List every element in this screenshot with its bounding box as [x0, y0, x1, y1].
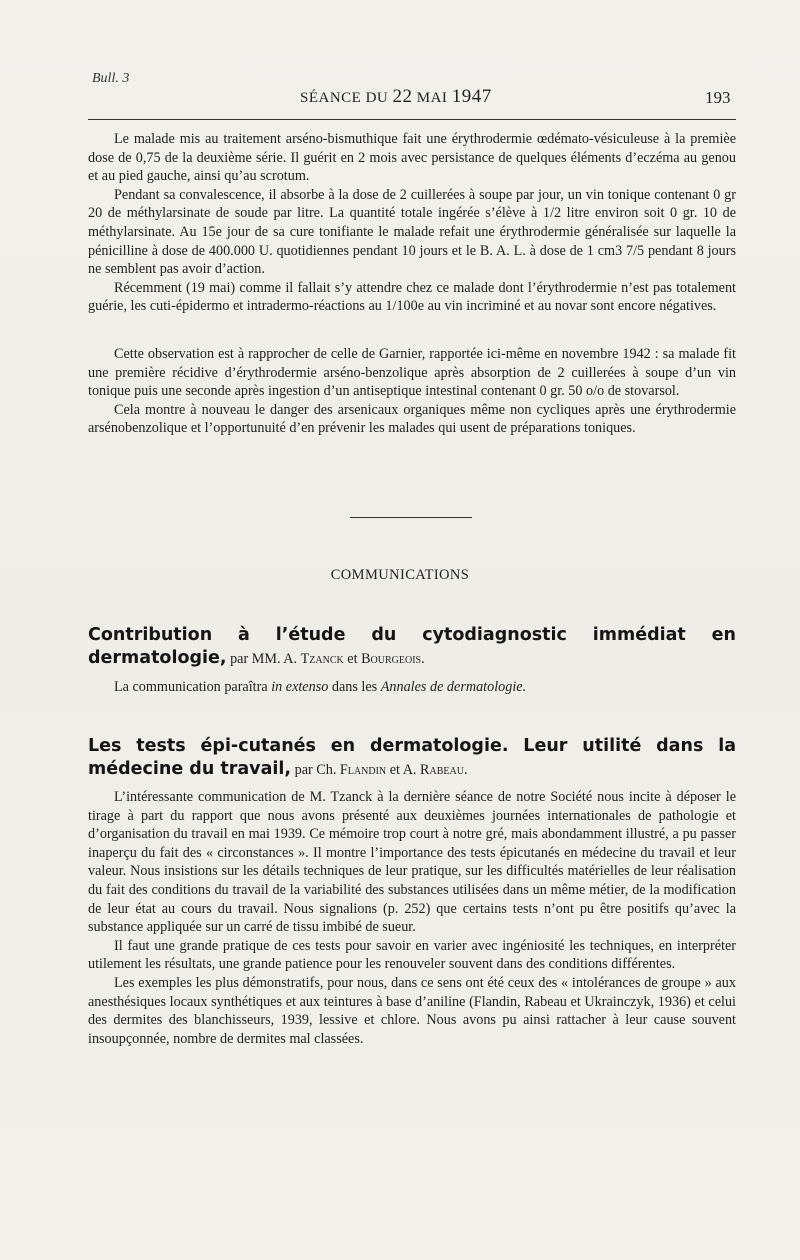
paragraph: Cette observation est à rapprocher de celle de Garnier, rapportée ici-même en novembre 1942 : sa malade fit une première récidive d’érythrodermie arséno-benzolique après absorption de 2 cuillerées à soupe d’un vin tonique puis une seconde après ingestion d’un antiseptique intestinal contenant 0 gr. 50 o/o de stovarsol.: [88, 346, 736, 400]
article-author: Bourgeois.: [361, 651, 425, 667]
paragraph: Le malade mis au traitement arséno-bismuthique fait une érythrodermie œdémato-vésiculeuse à la premièe dose de 0,75 de la deuxième série. Il guérit en 2 mois avec persistance de quelques éléments d’eczéma au genou et au pied gauche, ainsi qu’au scrotum.: [88, 131, 736, 185]
paragraph: L’intéressante communication de M. Tzanck à la dernière séance de notre Société nous incite à déposer le tirage à part du rapport que nous avons présenté aux deuxièmes journées internationales de pathologie et d’organisation du travail en mai 1939. Ce mémoire trop court à notre gré, mais abondamment illustré, a pu passer inaperçu du fait des « circonstances ». Il montre l’importance des tests épicutanés en médecine du travail et leur valeur. Nous insistions sur les détails techniques de leur pratique, sur les difficultés matérielles de leur réalisation du fait des conditions du travail de la variabilité des substances utilisées dans un même métier, de la modification de leur état au cours du travail. Nous signalions (p. 252) que certains tests n’ont pu être positifs qu’avec la substance appliquée sur un carré de tissu imbibé de sueur.: [88, 789, 736, 936]
seance-year: 1947: [451, 86, 492, 107]
article-heading-cytodiagnostic: [88, 624, 736, 670]
seance-prefix: SÉANCE DU: [300, 90, 389, 106]
publication-note: [88, 678, 736, 697]
bulletin-marginal-note: Bull. 3: [92, 71, 130, 86]
note-italic: in extenso: [271, 679, 329, 695]
running-head: [300, 86, 492, 108]
case-report-continued: [88, 130, 736, 316]
seance-day: 22: [392, 86, 413, 107]
section-title: COMMUNICATIONS: [330, 567, 470, 583]
paragraph: Pendant sa convalescence, il absorbe à la dose de 2 cuillerées à soupe par jour, un vin tonique contenant 0 gr 20 de méthylarsinate de soude par litre. La quantité totale ingérée s’élève à 1/2 litre environ soit 0 gr. 10 de méthylarsinate. Au 15e jour de sa cure tonifiante le malade refait une érythrodermie généralisée sur laquelle la pénicilline à dose de 400.000 U. quotidiennes pendant 10 jours et le B. A. L. à dose de 1 cm3 7/5 pendant 8 jours ne semblent pas avoir d’action.: [88, 186, 736, 278]
article-byline: par Ch.: [294, 762, 337, 778]
article-title: Contribution à l’étude du cytodiagnostic immédiat en dermatologie,: [88, 625, 736, 668]
paragraph: Il faut une grande pratique de ces tests pour savoir en varier avec ingéniosité les techniques, en interpréter utilement les résultats, une grande patience pour les renouveler souvent dans des conditions différentes.: [88, 937, 736, 973]
paragraph: Cela montre à nouveau le danger des arsenicaux organiques même non cycliques après une érythrodermie arsénobenzolique et l’opportunuité d’en prévenir les malades qui usent de préparations toniques.: [88, 401, 736, 437]
note-text: dans les: [331, 679, 378, 695]
article-conjunction: et: [347, 651, 358, 667]
article-heading-epicutaneous-tests: [88, 735, 736, 781]
page-number: 193: [705, 88, 731, 107]
article-author: Flandin: [339, 762, 387, 778]
note-text: La communication paraîtra: [114, 679, 268, 695]
paragraph: Les exemples les plus démonstratifs, pour nous, dans ce sens ont été ceux des « intolérances de groupe » aux anesthésiques locaux synthétiques et aux teintures à base d’aniline (Flandin, Rabeau et Ukrainczyk, 1936) et celui des dermites des blanchisseurs, 1939, lessive et chlore. Nous avons pu ainsi rattacher à leur cause souvent insoupçonnée, nombre de dermites mal classées.: [88, 974, 736, 1047]
case-discussion: [88, 345, 736, 438]
section-divider: [350, 517, 472, 518]
article-author: Rabeau.: [420, 762, 468, 778]
seance-month: MAI: [416, 90, 448, 106]
paragraph: Récemment (19 mai) comme il fallait s’y attendre chez ce malade dont l’érythrodermie n’est pas totalement guérie, les cuti-épidermo et intradermo-réactions au 1/100e au vin incriminé et au novar sont encore négatives.: [88, 279, 736, 315]
article-body: [88, 788, 736, 1048]
article-title: Les tests épi-cutanés en dermatologie. Leur utilité dans la médecine du travail,: [88, 736, 736, 779]
article-author: Tzanck: [300, 651, 344, 667]
journal-name: Annales de dermatologie.: [380, 679, 527, 695]
header-rule: [88, 119, 736, 120]
article-conjunction: et A.: [389, 762, 417, 778]
article-byline: par MM. A.: [230, 651, 298, 667]
